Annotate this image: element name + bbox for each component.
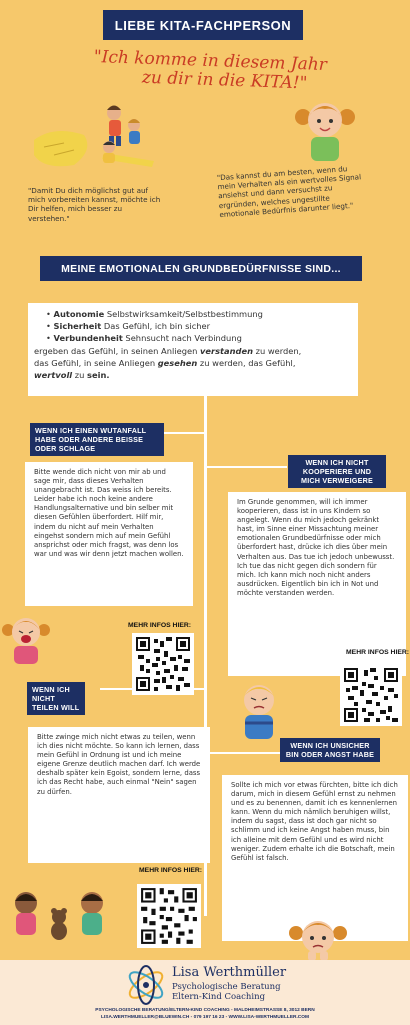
card-header-angst: WENN ICH UNSICHER BIN ODER ANGST HABE <box>280 738 380 762</box>
crying-girl-illustration <box>2 610 50 665</box>
page-title: LIEBE KITA-FACHPERSON <box>103 10 303 40</box>
need-item-verbundenheit: • Verbundenheit Sehnsucht nach Verbindung <box>46 333 242 343</box>
footer-contact: PSYCHOLOGISCHE BERATUNG/ELTERN-KIND COACHING - MALDHEIMSTRASSE 8, 3012 BERN LISA.WERTHMUELLER@BLUEWIN.CH - 079 197 16 23 - WWW.LISA-WERTHMUELLER.COM <box>95 1008 315 1020</box>
intro-right-text: "Das kannst du am besten, wenn du mein Verhalten als ein wertvolles Signal ansiehst und dann versuchst zu ergründen, welches ungestillte emotionale Bedürfnis darunter liegt." <box>216 164 362 219</box>
more-info-label: MEHR INFOS HIER: <box>139 867 203 874</box>
needs-box <box>28 303 358 396</box>
need-item-sicherheit: • Sicherheit Das Gefühl, ich bin sicher <box>46 321 211 331</box>
timeline-connector <box>207 752 287 754</box>
angry-boy-illustration <box>234 678 284 740</box>
worried-girl-illustration <box>288 915 348 963</box>
need-item-autonomie: • Autonomie Selbstwirksamkeit/Selbstbestimmung <box>46 309 263 319</box>
needs-banner: MEINE EMOTIONALEN GRUNDBEDÜRFNISSE SIND... <box>40 256 362 281</box>
logo-icon <box>124 964 168 1006</box>
card-header-wutanfall: WENN ICH EINEN WUTANFALL HABE ODER ANDERE BEISSE ODER SCHLAGE <box>30 423 164 456</box>
headline-line-1: "Ich komme in diesem Jahr <box>93 46 328 76</box>
girl-illustration <box>295 95 355 165</box>
card-text-teilen: Bitte zwinge mich nicht etwas zu teilen, wenn ich dies nicht möchte. So kann ich lernen, dass mein Gefühl in Ordnung ist und ich meine eigene Grenze deutlich machen darf. Ich werde deshalb später kein Egoist, sondern lerne, dass ich das Recht habe, auch einmal "Nein" sagen zu dürfen. <box>28 727 210 863</box>
card-header-kooperiere: WENN ICH NICHT KOOPERIERE UND MICH VERWEIGERE <box>288 455 386 488</box>
kids-with-teddy-illustration <box>4 885 114 945</box>
more-info-label: MEHR INFOS HIER: <box>128 622 192 629</box>
qr-code[interactable] <box>132 633 194 695</box>
intro-left-text: "Damit Du dich möglichst gut auf mich vorbereiten kannst, möchte ich Dir helfen, mich besser zu verstehen." <box>28 186 161 223</box>
needs-explanation: ergeben das Gefühl, in seinen Anliegen verstanden zu werden, das Gefühl, in seine Anliegen gesehen zu werden, das Gefühl, wertvoll zu sein. <box>34 346 302 380</box>
qr-code[interactable] <box>340 664 402 726</box>
card-text-wutanfall: Bitte wende dich nicht von mir ab und sage mir, dass dieses Verhalten unangebracht ist. Das weiss ich bereits. Leider habe ich noch keine andere Handlungsalternative und bin selber mit diesen Gefühlen überfordert. Hilf mir, indem du nicht auf mein Verhalten eingehst sondern mich auf mein Gefühl ansprichst oder mich fragst, was denn los war und was wir denn jetzt machen wollen. <box>25 462 193 606</box>
qr-code[interactable] <box>137 884 201 948</box>
timeline-connector <box>207 466 287 468</box>
headline-quote <box>59 47 360 95</box>
card-header-teilen: WENN ICH NICHT TEILEN WILL <box>27 682 85 715</box>
playing-kids-illustration <box>14 95 164 175</box>
more-info-label: MEHR INFOS HIER: <box>346 649 410 656</box>
brand-subtitle: Psychologische Beratung Eltern-Kind Coaching <box>172 982 281 1002</box>
card-text-angst: Sollte ich mich vor etwas fürchten, bitte ich dich darum, mich in diesem Gefühl ernst zu nehmen und es zu benennen, damit ich es kennenlernen kann. Wenn du mich nämlich beruhigen willst, indem du sagst, dass ist doch gar nicht so schlimm und ich keine Angst haben muss, bin ich alleine mit dem Gefühl und es wird nicht weniger. Zudem erhalte ich die Botschaft, mein Gefühl ist falsch. <box>222 775 408 941</box>
footer <box>0 960 410 1025</box>
card-text-kooperiere: Im Grunde genommen, will ich immer kooperieren, dass ist in uns Kindern so angelegt. Wenn du mich jedoch gekränkt hast, im Sinne einer Missachtung meiner emotionalen Grundbedürfnisse oder mich überfordert hast, drücke ich dies über mein Verhalten aus. Das tue ich jedoch unbewusst. Ich tue das nicht gegen dich sondern für mich. Ich kann mich noch nicht anders ausdrücken. Eigentlich bin ich in Not und möchte verstanden werden. <box>228 492 406 676</box>
headline-line-2: zu dir in die KITA!" <box>141 67 308 94</box>
brand-name: Lisa Werthmüller <box>172 965 287 980</box>
timeline-connector <box>160 432 206 434</box>
